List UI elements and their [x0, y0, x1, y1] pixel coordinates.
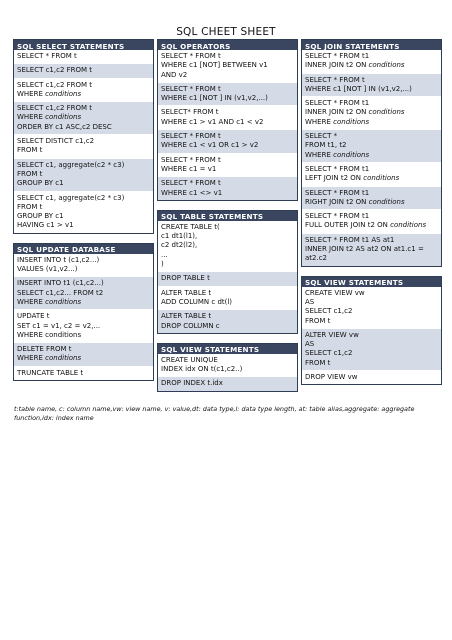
section-header: SQL JOIN STATEMENTS: [302, 40, 441, 50]
column-middle: [157, 39, 298, 401]
snippet-line: [17, 194, 150, 203]
sql-snippet: [158, 50, 297, 83]
sql-snippet: [158, 287, 297, 311]
snippet-line: [305, 289, 438, 298]
snippet-line: [161, 223, 294, 232]
snippet-line: [161, 379, 294, 388]
placeholder-text: conditions: [363, 174, 400, 183]
code-text: FROM t1, t2: [305, 141, 347, 150]
snippet-line: [305, 198, 438, 207]
placeholder-text: conditions: [368, 197, 405, 206]
sql-snippet: [302, 210, 441, 234]
sql-snippet: [158, 310, 297, 333]
code-text: SELECT * FROM t1: [305, 212, 370, 221]
code-text: WHERE: [305, 117, 334, 126]
code-text: INSERT INTO t (c1,c2...): [17, 255, 100, 264]
code-text: FROM t: [305, 316, 331, 325]
snippet-line: [305, 61, 438, 70]
snippet-line: [161, 85, 294, 94]
code-text: SELECT c1,c2 FROM t: [17, 66, 93, 75]
snippet-line: [17, 212, 150, 221]
sql-snippet: [158, 221, 297, 272]
code-text: CREATE TABLE t(: [161, 222, 220, 231]
code-text: INNER JOIN t2 ON: [305, 61, 369, 70]
placeholder-text: conditions: [333, 150, 370, 159]
snippet-line: [305, 189, 438, 198]
code-text: SELECT c1,c2... FROM t2: [17, 288, 104, 297]
code-text: TRUNCATE TABLE t: [17, 368, 84, 377]
code-text: SELECT DISTICT c1,c2: [17, 137, 95, 146]
snippet-line: [305, 373, 438, 382]
snippet-line: [161, 52, 294, 61]
sql-snippet: [158, 354, 297, 378]
sql-snippet: [158, 377, 297, 390]
snippet-line: [305, 236, 438, 245]
snippet-line: [305, 349, 438, 358]
code-text: WHERE: [17, 113, 46, 122]
snippet-line: [305, 174, 438, 183]
code-text: SET c1 = v1, c2 = v2,...: [17, 321, 101, 330]
code-text: CREATE UNIQUE: [161, 355, 218, 364]
snippet-line: [305, 151, 438, 160]
sql-snippet: [158, 83, 297, 107]
code-text: WHERE c1 [NOT ] IN (v1,v2,...): [305, 84, 412, 93]
placeholder-text: conditions: [368, 108, 405, 117]
section-header: SQL VIEW STATEMENTS: [302, 277, 441, 287]
code-text: INNER JOIN t2 AS at2 ON at1.c1 =: [305, 245, 424, 254]
code-text: SELECT * FROM t: [305, 75, 365, 84]
code-text: VALUES (v1,v2...): [17, 265, 78, 274]
snippet-line: [17, 298, 150, 307]
code-text: c2 dt2(l2),: [161, 241, 198, 250]
code-text: SELECT *: [305, 132, 338, 141]
snippet-line: [305, 118, 438, 127]
sql-snippet: [14, 102, 153, 135]
page-title: SQL CHEET SHEET: [176, 26, 276, 38]
code-text: AS: [305, 340, 315, 349]
snippet-line: [305, 76, 438, 85]
snippet-line: [161, 118, 294, 127]
code-text: WHERE c1 <> v1: [161, 188, 223, 197]
snippet-line: [17, 113, 150, 122]
legend-footnote: t:table name, c: column name,vw: view name, v: value,dt: data type,l: data type length, at: table alias,aggregate: aggregate function,idx: index name: [14, 405, 415, 422]
snippet-line: [305, 141, 438, 150]
snippet-line: [17, 104, 150, 113]
sql-snippet: [302, 187, 441, 211]
section-header: SQL VIEW STATEMENTS: [158, 344, 297, 354]
code-text: c1 dt1(l1),: [161, 232, 198, 241]
code-text: SELECT c1,c2 FROM t: [17, 80, 93, 89]
snippet-line: [17, 331, 150, 340]
sql-snippet: [302, 97, 441, 130]
code-text: SELECT c1,c2: [305, 349, 353, 358]
snippet-line: [305, 317, 438, 326]
column-right: [301, 39, 442, 394]
code-text: WHERE: [305, 150, 334, 159]
code-text: ALTER VIEW vw: [305, 330, 359, 339]
snippet-line: [161, 298, 294, 307]
snippet-line: [161, 189, 294, 198]
code-text: WHERE c1 [NOT ] IN (v1,v2,...): [161, 94, 268, 103]
sql-snippet: [302, 287, 441, 329]
snippet-line: [161, 274, 294, 283]
code-text: GROUP BY c1: [17, 179, 64, 188]
snippet-line: [17, 279, 150, 288]
code-text: SELECT * FROM t1: [305, 164, 370, 173]
code-text: SELECT * FROM t: [161, 52, 221, 60]
snippet-line: [305, 132, 438, 141]
snippet-line: [17, 179, 150, 188]
snippet-line: [17, 322, 150, 331]
sql-snippet: [14, 277, 153, 310]
section-sql-view-statements: [301, 276, 442, 386]
sql-snippet: [158, 106, 297, 130]
code-text: WHERE conditions: [17, 330, 82, 339]
code-text: ORDER BY c1 ASC,c2 DESC: [17, 122, 112, 131]
code-text: SELECT * FROM t: [161, 179, 221, 188]
sql-snippet: [14, 159, 153, 192]
code-text: DELETE FROM t: [17, 345, 72, 354]
sql-snippet: [14, 310, 153, 343]
section-sql-select-statements: [13, 39, 154, 234]
sql-snippet: [302, 234, 441, 266]
section-sql-table-statements: [157, 210, 298, 334]
snippet-line: [17, 161, 150, 170]
snippet-line: [17, 123, 150, 132]
snippet-line: [305, 212, 438, 221]
sql-snippet: [302, 74, 441, 98]
code-text: DROP TABLE t: [161, 274, 210, 283]
code-text: ADD COLUMN c dt(l): [161, 297, 233, 306]
code-text: WHERE c1 = v1: [161, 164, 217, 173]
sql-snippet: [302, 163, 441, 187]
sql-snippet: [302, 371, 441, 384]
section-sql-join-statements: [301, 39, 442, 267]
placeholder-text: conditions: [333, 117, 370, 126]
section-sql-view-statements: [157, 343, 298, 392]
snippet-line: [305, 221, 438, 230]
snippet-line: [305, 340, 438, 349]
snippet-line: [161, 165, 294, 174]
sql-snippet: [14, 50, 153, 64]
snippet-line: [17, 369, 150, 378]
code-text: INSERT INTO t1 (c1,c2...): [17, 279, 104, 288]
code-text: SELECT * FROM t: [161, 155, 221, 164]
snippet-line: [161, 356, 294, 365]
snippet-line: [305, 245, 438, 254]
snippet-line: [305, 108, 438, 117]
code-text: UPDATE t: [17, 312, 50, 321]
snippet-line: [17, 221, 150, 230]
code-text: SELECT c1, aggregate(c2 * c3): [17, 160, 125, 169]
code-text: ALTER TABLE t: [161, 312, 212, 321]
code-text: SELECT* FROM t: [161, 108, 219, 117]
sql-snippet: [14, 343, 153, 367]
sql-snippet: [302, 130, 441, 163]
code-text: WHERE: [17, 354, 46, 363]
snippet-line: [305, 85, 438, 94]
code-text: DROP VIEW vw: [305, 373, 358, 382]
code-text: SELECT * FROM t1 AS at1: [305, 235, 395, 244]
code-text: HAVING c1 > v1: [17, 221, 74, 230]
snippet-line: [17, 146, 150, 155]
snippet-line: [161, 365, 294, 374]
code-text: AS: [305, 297, 315, 306]
code-text: FULL OUTER JOIN t2 ON: [305, 221, 391, 230]
sql-snippet: [14, 254, 153, 278]
snippet-line: [161, 322, 294, 331]
sql-snippet: [302, 329, 441, 371]
section-sql-update-database: [13, 243, 154, 381]
snippet-line: [161, 156, 294, 165]
snippet-line: [17, 265, 150, 274]
snippet-line: [161, 251, 294, 260]
snippet-line: [17, 137, 150, 146]
column-left: [13, 39, 154, 390]
snippet-line: [161, 94, 294, 103]
code-text: WHERE c1 [NOT] BETWEEN v1: [161, 61, 268, 70]
section-header: SQL UPDATE DATABASE: [14, 244, 153, 254]
placeholder-text: conditions: [45, 89, 82, 98]
code-text: SELECT * FROM t: [161, 84, 221, 93]
placeholder-text: conditions: [45, 113, 82, 122]
placeholder-text: conditions: [368, 61, 405, 70]
snippet-line: [17, 354, 150, 363]
code-text: SELECT * FROM t1: [305, 188, 370, 197]
placeholder-text: conditions: [45, 297, 82, 306]
section-sql-operators: [157, 39, 298, 201]
sql-snippet: [158, 177, 297, 200]
snippet-line: [161, 71, 294, 80]
code-text: at2.c2: [305, 254, 328, 263]
code-text: WHERE: [17, 89, 46, 98]
snippet-line: [161, 232, 294, 241]
code-text: FROM t: [17, 169, 43, 178]
sql-snippet: [14, 367, 153, 380]
code-text: WHERE c1 < v1 OR c1 > v2: [161, 141, 259, 150]
code-text: SELECT * FROM t1: [305, 99, 370, 108]
sql-snippet: [158, 154, 297, 178]
snippet-line: [161, 289, 294, 298]
code-text: ALTER TABLE t: [161, 288, 212, 297]
code-text: WHERE: [17, 297, 46, 306]
snippet-line: [17, 170, 150, 179]
code-text: CREATE VIEW vw: [305, 288, 365, 297]
code-text: SELECT c1, aggregate(c2 * c3): [17, 193, 125, 202]
snippet-line: [305, 359, 438, 368]
snippet-line: [161, 61, 294, 70]
snippet-line: [161, 312, 294, 321]
snippet-line: [305, 165, 438, 174]
snippet-line: [161, 260, 294, 269]
snippet-line: [161, 132, 294, 141]
code-text: INNER JOIN t2 ON: [305, 108, 369, 117]
snippet-line: [17, 312, 150, 321]
code-text: FROM t: [17, 146, 43, 155]
snippet-line: [17, 289, 150, 298]
code-text: DROP COLUMN c: [161, 321, 220, 330]
code-text: LEFT JOIN t2 ON: [305, 174, 364, 183]
code-text: SELECT c1,c2 FROM t: [17, 104, 93, 113]
sql-snippet: [14, 64, 153, 78]
code-text: GROUP BY c1: [17, 212, 64, 221]
code-text: SELECT * FROM t1: [305, 52, 370, 60]
code-text: ...: [161, 250, 168, 259]
snippet-line: [305, 52, 438, 61]
snippet-line: [305, 331, 438, 340]
code-text: INDEX idx ON t(c1,c2..): [161, 365, 243, 374]
sql-snippet: [14, 135, 153, 159]
code-text: ): [161, 260, 164, 269]
sql-snippet: [158, 272, 297, 286]
section-header: SQL TABLE STATEMENTS: [158, 211, 297, 221]
snippet-line: [305, 298, 438, 307]
code-text: FROM t: [305, 358, 331, 367]
snippet-line: [17, 203, 150, 212]
snippet-line: [305, 99, 438, 108]
snippet-line: [305, 307, 438, 316]
snippet-line: [161, 108, 294, 117]
snippet-line: [17, 90, 150, 99]
section-header: SQL OPERATORS: [158, 40, 297, 50]
snippet-line: [305, 254, 438, 263]
snippet-line: [17, 345, 150, 354]
code-text: DROP INDEX t.idx: [161, 379, 223, 388]
placeholder-text: conditions: [390, 221, 427, 230]
sql-snippet: [14, 192, 153, 233]
code-text: SELECT c1,c2: [305, 307, 353, 316]
code-text: AND v2: [161, 70, 188, 79]
code-text: SELECT * FROM t: [161, 132, 221, 141]
snippet-line: [161, 179, 294, 188]
snippet-line: [17, 81, 150, 90]
code-text: RIGHT JOIN t2 ON: [305, 197, 369, 206]
placeholder-text: conditions: [45, 354, 82, 363]
snippet-line: [17, 66, 150, 75]
code-text: WHERE c1 > v1 AND c1 < v2: [161, 117, 264, 126]
snippet-line: [161, 241, 294, 250]
sql-snippet: [158, 130, 297, 154]
section-header: SQL SELECT STATEMENTS: [14, 40, 153, 50]
sql-snippet: [302, 50, 441, 74]
sql-snippet: [14, 79, 153, 103]
code-text: FROM t: [17, 202, 43, 211]
code-text: SELECT * FROM t: [17, 52, 77, 60]
snippet-line: [17, 52, 150, 61]
snippet-line: [161, 141, 294, 150]
snippet-line: [17, 256, 150, 265]
